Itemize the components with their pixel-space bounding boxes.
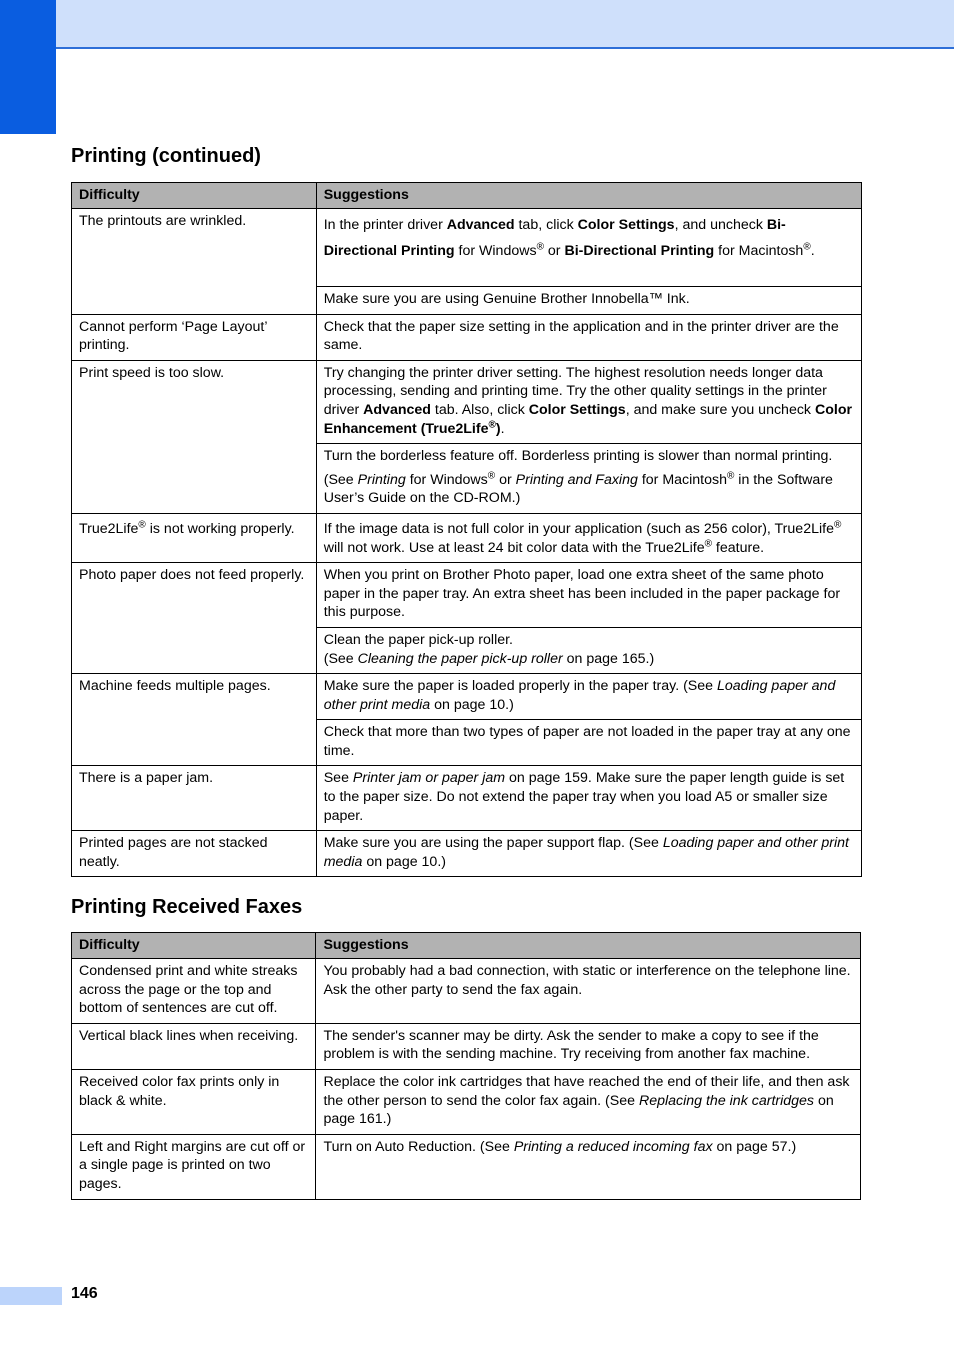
column-header-suggestions: Suggestions bbox=[316, 933, 861, 959]
table-row bbox=[72, 959, 861, 1024]
table-row bbox=[72, 674, 862, 720]
difficulty-cell: Cannot perform ‘Page Layout’ printing. bbox=[72, 314, 317, 360]
suggestion-cell: The sender's scanner may be dirty. Ask the sender to make a copy to see if the problem is with the sending machine. Try receiving from another fax machine. bbox=[316, 1023, 861, 1069]
difficulty-cell: Left and Right margins are cut off or a single page is printed on two pages. bbox=[72, 1134, 316, 1199]
table-row bbox=[72, 766, 862, 831]
table-row bbox=[72, 831, 862, 877]
section-title-printing-received-faxes: Printing Received Faxes bbox=[71, 896, 303, 918]
difficulty-cell: Vertical black lines when receiving. bbox=[72, 1023, 316, 1069]
table-row bbox=[72, 513, 862, 562]
suggestion-cell: Check that the paper size setting in the application and in the printer driver are the same. bbox=[316, 314, 861, 360]
suggestion-cell: If the image data is not full color in your application (such as 256 color), True2Life® will not work. Use at least 24 bit color data with the True2Life® feature. bbox=[316, 513, 861, 562]
suggestion-cell: When you print on Brother Photo paper, load one extra sheet of the same photo paper in the paper tray. An extra sheet has been included in the paper package for this purpose. bbox=[316, 563, 861, 628]
suggestion-cell: Turn the borderless feature off. Borderless printing is slower than normal printing. (See Printing for Windows® or Printing and Faxing for Macintosh® in the Software User’s Guide on the CD-ROM.) bbox=[316, 444, 861, 514]
difficulty-cell: Printed pages are not stacked neatly. bbox=[72, 831, 317, 877]
suggestion-cell: Check that more than two types of paper are not loaded in the paper tray at any one time. bbox=[316, 720, 861, 766]
chapter-tab bbox=[0, 0, 56, 134]
difficulty-cell: Condensed print and white streaks across the page or the top and bottom of sentences are cut off. bbox=[72, 959, 316, 1024]
table-row bbox=[72, 1069, 861, 1134]
suggestion-cell: Clean the paper pick-up roller. (See Cleaning the paper pick-up roller on page 165.) bbox=[316, 627, 861, 673]
difficulty-cell: The printouts are wrinkled. bbox=[72, 209, 317, 315]
header-band bbox=[0, 0, 954, 49]
table-header-row bbox=[72, 183, 862, 209]
table-row bbox=[72, 314, 862, 360]
column-header-difficulty: Difficulty bbox=[72, 183, 317, 209]
page-number-tab bbox=[0, 1287, 62, 1305]
suggestion-cell: You probably had a bad connection, with static or interference on the telephone line. Ask the other party to send the fax again. bbox=[316, 959, 861, 1024]
suggestion-cell: Make sure the paper is loaded properly in the paper tray. (See Loading paper and other print media on page 10.) bbox=[316, 674, 861, 720]
suggestion-cell: Replace the color ink cartridges that have reached the end of their life, and then ask the other person to send the color fax again. (See Replacing the ink cartridges on page 161.) bbox=[316, 1069, 861, 1134]
suggestion-cell: Turn on Auto Reduction. (See Printing a reduced incoming fax on page 57.) bbox=[316, 1134, 861, 1199]
difficulty-cell: Machine feeds multiple pages. bbox=[72, 674, 317, 766]
printing-troubleshooting-table bbox=[71, 182, 862, 877]
suggestion-cell: Make sure you are using Genuine Brother Innobella™ Ink. bbox=[316, 287, 861, 315]
difficulty-cell: True2Life® is not working properly. bbox=[72, 513, 317, 562]
difficulty-cell: Print speed is too slow. bbox=[72, 360, 317, 513]
table-row bbox=[72, 360, 862, 443]
table-row bbox=[72, 563, 862, 628]
suggestion-cell: Make sure you are using the paper support flap. (See Loading paper and other print media on page 10.) bbox=[316, 831, 861, 877]
page-number: 146 bbox=[71, 1285, 98, 1302]
difficulty-cell: Received color fax prints only in black & white. bbox=[72, 1069, 316, 1134]
column-header-difficulty: Difficulty bbox=[72, 933, 316, 959]
section-title-printing-continued: Printing (continued) bbox=[71, 145, 261, 167]
difficulty-cell: There is a paper jam. bbox=[72, 766, 317, 831]
suggestion-cell: Try changing the printer driver setting. The highest resolution needs longer data processing, sending and printing time. Try the other quality settings in the printer driver Advanced tab. Also, click Color Settings, and make sure you uncheck Color Enhancement (True2Life®). bbox=[316, 360, 861, 443]
suggestion-cell: In the printer driver Advanced tab, click Color Settings, and uncheck Bi-Directional Printing for Windows® or Bi-Directional Printing for Macintosh®. bbox=[316, 209, 861, 287]
table-row bbox=[72, 209, 862, 287]
received-faxes-troubleshooting-table bbox=[71, 932, 861, 1200]
difficulty-cell: Photo paper does not feed properly. bbox=[72, 563, 317, 674]
table-header-row bbox=[72, 933, 861, 959]
table-row bbox=[72, 1134, 861, 1199]
suggestion-cell: See Printer jam or paper jam on page 159. Make sure the paper length guide is set to the paper size. Do not extend the paper tray when you load A5 or smaller size paper. bbox=[316, 766, 861, 831]
column-header-suggestions: Suggestions bbox=[316, 183, 861, 209]
table-row bbox=[72, 1023, 861, 1069]
